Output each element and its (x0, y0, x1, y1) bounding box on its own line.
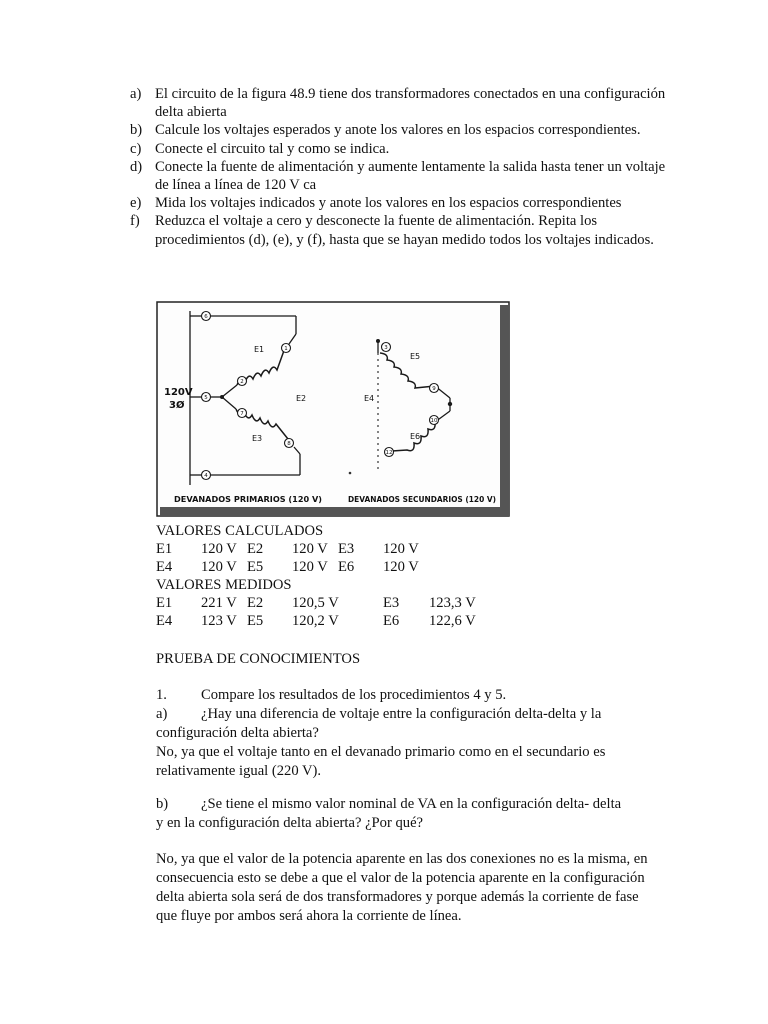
question-text: Compare los resultados de los procedimientos 4 y 5. (201, 687, 507, 703)
cell: E1 (156, 541, 173, 557)
step-text: Calcule los voltajes esperados y anote los valores en los espacios correspondientes. (155, 122, 641, 139)
cell: E6 (338, 559, 355, 575)
supply-phase-label: 3Ø (169, 400, 185, 411)
question-text: ¿Hay una diferencia de voltaje entre la configuración delta-delta y la (201, 706, 602, 722)
cell: 120 V (201, 559, 237, 575)
step-text: Conecte la fuente de alimentación y aumente lentamente la salida hasta tener un voltaje de línea a línea de 120 V ca (155, 158, 666, 194)
cell: 120 V (292, 559, 328, 575)
step-b (130, 121, 670, 139)
winding-label-e2: E2 (296, 394, 307, 403)
terminal-label: 9 (432, 386, 436, 392)
transformer-wiring-figure (156, 301, 510, 517)
terminal-label: 3 (384, 345, 388, 351)
terminal-label: 8 (287, 441, 291, 447)
procedure-steps (130, 85, 670, 249)
step-text: Conecte el circuito tal y como se indica. (155, 140, 390, 157)
cell: E1 (156, 595, 173, 611)
winding-label-e1: E1 (254, 345, 265, 354)
step-text: Reduzca el voltaje a cero y desconecte la fuente de alimentación. Repita los procedimientos (d), (e), y (f), hasta que se hayan medido todos los voltajes indicados. (155, 213, 654, 248)
supply-voltage-label: 120V (164, 387, 193, 398)
cell: 120,2 V (292, 613, 339, 629)
step-c (130, 140, 670, 158)
cell: 120 V (292, 541, 328, 557)
quiz-question-b (156, 795, 656, 833)
question-number: 1. (156, 687, 167, 703)
cell: E3 (338, 541, 355, 557)
step-d (130, 158, 670, 194)
terminal-label: 4 (204, 473, 208, 479)
step-label: a) (130, 86, 142, 102)
terminal-label: 2 (240, 379, 244, 385)
cell: E4 (156, 559, 173, 575)
answer-a: No, ya que el voltaje tanto en el devanado primario como en el secundario es relativamente igual (220 V). (156, 744, 606, 779)
cell: 120,5 V (292, 595, 339, 611)
cell: E2 (247, 595, 264, 611)
step-label: f) (130, 213, 140, 230)
caption-secondary: DEVANADOS SECUNDARIOS (120 V) (348, 494, 497, 504)
terminal-label: 1 (284, 346, 288, 352)
question-text: ¿Se tiene el mismo valor nominal de VA en la configuración delta- delta (201, 796, 622, 812)
cell: E2 (247, 541, 264, 557)
cell: 120 V (201, 541, 237, 557)
measured-title: VALORES MEDIDOS (156, 577, 292, 593)
quiz-question-1 (156, 686, 656, 781)
step-label: e) (130, 195, 142, 212)
cell: E5 (247, 613, 264, 629)
wiring-diagram (156, 301, 510, 517)
quiz-title: PRUEBA DE CONOCIMIENTOS (156, 651, 361, 667)
terminal-label: 5 (204, 395, 208, 401)
step-a (130, 85, 670, 121)
cell: 221 V (201, 595, 237, 611)
caption-primary: DEVANADOS PRIMARIOS (120 V) (174, 494, 323, 504)
question-number: a) (156, 706, 168, 722)
question-text-continued: configuración delta abierta? (156, 725, 319, 741)
step-label: d) (130, 158, 143, 175)
cell: E4 (156, 613, 173, 629)
question-number: b) (156, 796, 169, 812)
calculated-title: VALORES CALCULADOS (156, 523, 324, 539)
step-text: El circuito de la figura 48.9 tiene dos transformadores conectados en una configuración delta abierta (155, 86, 666, 121)
step-e (130, 194, 670, 212)
cell: 122,6 V (429, 613, 476, 629)
step-label: c) (130, 140, 142, 157)
cell: 120 V (383, 559, 419, 575)
step-label: b) (130, 122, 143, 139)
step-text: Mida los voltajes indicados y anote los valores en los espacios correspondientes (155, 195, 622, 212)
winding-label-e4: E4 (364, 394, 375, 403)
terminal-label: 6 (204, 314, 208, 320)
cell: 120 V (383, 541, 419, 557)
cell: 123,3 V (429, 595, 476, 611)
answer-b: No, ya que el valor de la potencia aparente en las dos conexiones no es la misma, en consecuencia esto se debe a que el valor de la potencia aparente en la configuración delta abierta sola será de dos transformadores y porque además la corriente de fase que fluye por ambos será ahora la corriente de línea. (156, 851, 648, 924)
terminal-label: 12 (385, 450, 393, 456)
cell: 123 V (201, 613, 237, 629)
winding-label-e5: E5 (410, 352, 421, 361)
winding-label-e3: E3 (252, 434, 263, 443)
winding-label-e6: E6 (410, 432, 421, 441)
cell: E5 (247, 559, 264, 575)
step-f (130, 212, 670, 248)
cell: E3 (383, 595, 400, 611)
terminal-label: 10 (430, 418, 438, 424)
terminal-label: 7 (240, 411, 244, 417)
question-text-continued: y en la configuración delta abierta? ¿Por qué? (156, 815, 424, 831)
cell: E6 (383, 613, 400, 629)
